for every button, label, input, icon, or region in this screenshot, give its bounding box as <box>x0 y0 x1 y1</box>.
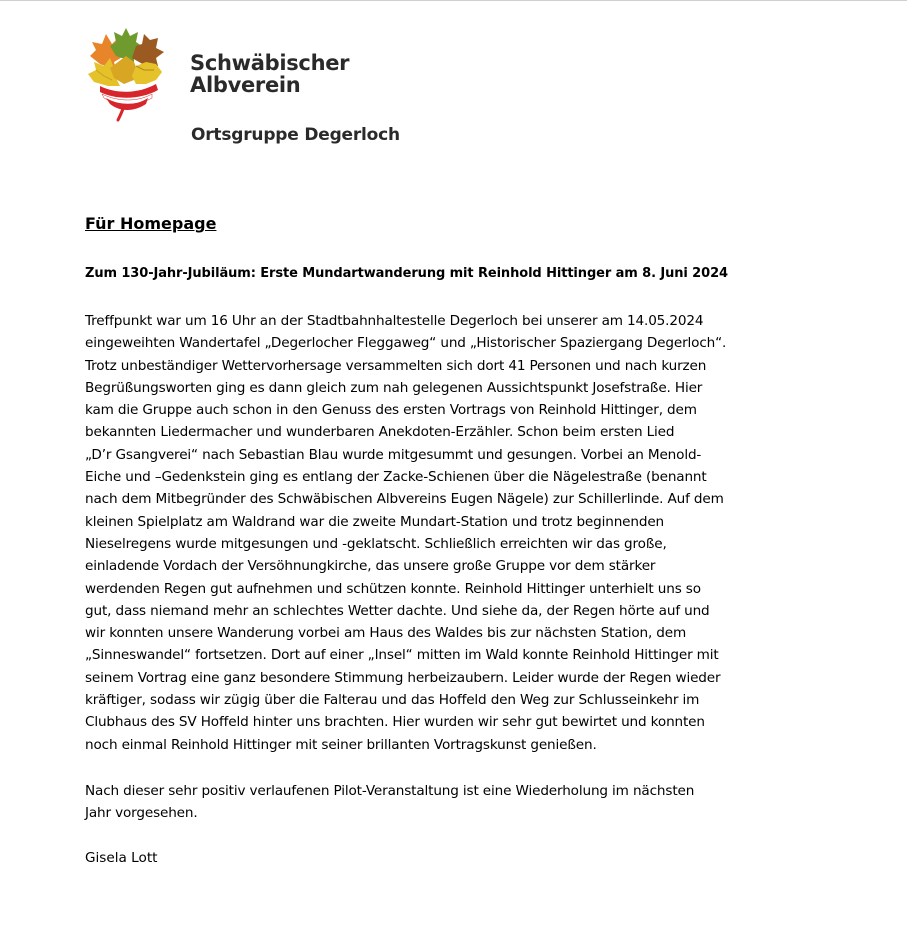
paragraph-line: bekannten Liedermacher und wunderbaren Anekdoten-Erzähler. Schon beim ersten Lied <box>85 424 675 441</box>
paragraph-line: Nieselregens wurde mitgesungen und -geklatscht. Schließlich erreichten wir das große, <box>85 535 667 552</box>
organization-name <box>190 52 349 96</box>
subgroup-name: Ortsgruppe Degerloch <box>191 125 400 145</box>
paragraph-line: wir konnten unsere Wanderung vorbei am Haus des Waldes bis zur nächsten Station, dem <box>85 625 687 642</box>
paragraph-line: seinem Vortrag eine ganz besondere Stimmung herbeizaubern. Leider wurde der Regen wieder <box>85 669 721 686</box>
paragraph-line: noch einmal Reinhold Hittinger mit seiner brillanten Vortragskunst genießen. <box>85 736 597 753</box>
article-paragraph-1 <box>85 310 805 756</box>
paragraph-line: Eiche und –Gedenkstein ging es entlang der Zacke-Schienen über die Nägelestraße (benannt <box>85 469 707 486</box>
article-paragraph-2 <box>85 780 805 825</box>
organization-name-line2: Albverein <box>190 73 301 97</box>
paragraph-line: werdenden Regen gut aufnehmen und schützen konnte. Reinhold Hittinger unterhielt uns so <box>85 580 701 597</box>
paragraph-line: gut, dass niemand mehr an schlechtes Wetter dachte. Und siehe da, der Regen hörte auf und <box>85 602 710 619</box>
author-signature: Gisela Lott <box>85 850 158 866</box>
paragraph-line: Clubhaus des SV Hoffeld hinter uns brachten. Hier wurden wir sehr gut bewirtet und konnten <box>85 714 705 731</box>
paragraph-line: „Sinneswandel“ fortsetzen. Dort auf einer „Insel“ mitten im Wald konnte Reinhold Hittinger mit <box>85 647 719 664</box>
paragraph-line: Nach dieser sehr positiv verlaufenen Pilot-Veranstaltung ist eine Wiederholung im nächsten <box>85 783 695 799</box>
article-headline: Zum 130-Jahr-Jubiläum: Erste Mundartwanderung mit Reinhold Hittinger am 8. Juni 2024 <box>85 266 728 281</box>
paragraph-line: Treffpunkt war um 16 Uhr an der Stadtbahnhaltestelle Degerloch bei unserer am 14.05.2024 <box>85 313 704 329</box>
paragraph-line: eingeweihten Wandertafel „Degerlocher Fleggaweg“ und „Historischer Spaziergang Degerloch“. <box>85 335 727 352</box>
paragraph-line: kleinen Spielplatz am Waldrand war die zweite Mundart-Station und trotz beginnenden <box>85 513 665 530</box>
paragraph-line: nach dem Mitbegründer des Schwäbischen Albvereins Eugen Nägele) zur Schillerlinde. Auf dem <box>85 491 724 508</box>
paragraph-line: kräftiger, sodass wir zügig über die Falterau und das Hoffeld den Weg zur Schlusseinkehr im <box>85 692 700 709</box>
page-top-border <box>0 0 907 1</box>
albverein-leaves-logo-icon <box>86 26 166 122</box>
paragraph-line: kam die Gruppe auch schon in den Genuss des ersten Vortrags von Reinhold Hittinger, dem <box>85 402 697 419</box>
homepage-label: Für Homepage <box>85 214 217 233</box>
paragraph-line: Begrüßungsworten ging es dann gleich zum nah gelegenen Aussichtspunkt Josefstraße. Hier <box>85 379 703 396</box>
paragraph-line: Trotz unbeständiger Wettervorhersage versammelten sich dort 41 Personen und nach kurzen <box>85 357 707 374</box>
paragraph-line: „D’r Gsangverei“ nach Sebastian Blau wurde mitgesummt und gesungen. Vorbei an Menold- <box>85 446 702 463</box>
paragraph-line: Jahr vorgesehen. <box>85 805 198 822</box>
organization-name-line1: Schwäbischer <box>190 51 350 75</box>
paragraph-line: einladende Vordach der Versöhnungkirche, das unsere große Gruppe vor dem stärker <box>85 558 656 575</box>
